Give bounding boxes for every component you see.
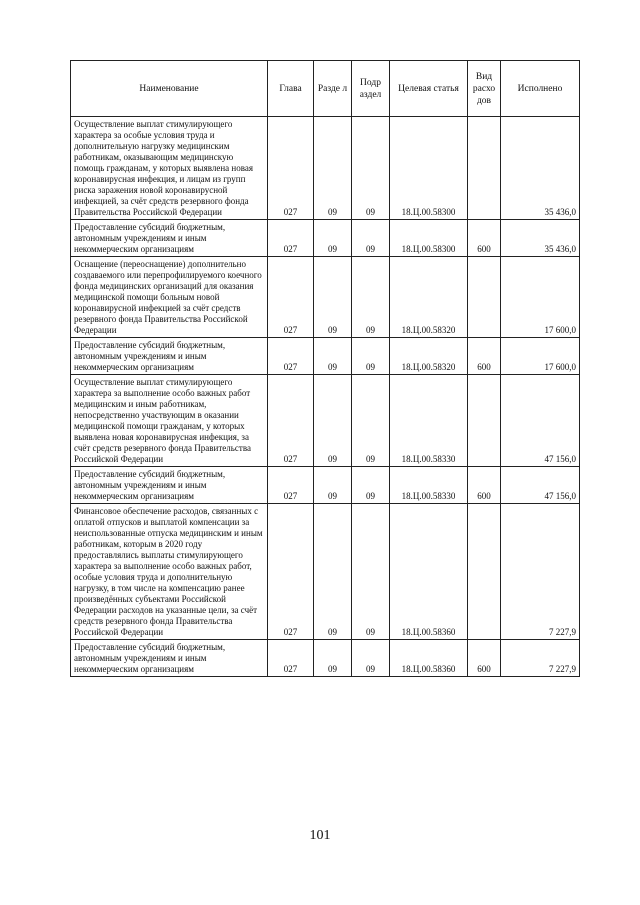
header-razdel: Разде л: [314, 61, 352, 117]
row-razdel: 09: [314, 504, 352, 640]
page-number: 101: [309, 828, 331, 843]
table-row: [71, 467, 580, 504]
row-podrazdel: 09: [352, 220, 390, 257]
row-target: 18.Ц.00.58360: [390, 640, 468, 677]
row-razdel: 09: [314, 640, 352, 677]
row-target: 18.Ц.00.58320: [390, 257, 468, 338]
table-row: [71, 257, 580, 338]
row-podrazdel: 09: [352, 338, 390, 375]
row-vid: [468, 504, 501, 640]
row-name: Предоставление субсидий бюджетным, автономным учреждениям и иным некоммерческим организациям: [71, 338, 268, 375]
row-target: 18.Ц.00.58330: [390, 467, 468, 504]
row-amount: 47 156,0: [501, 375, 580, 467]
row-target: 18.Ц.00.58320: [390, 338, 468, 375]
row-razdel: 09: [314, 375, 352, 467]
row-amount: 17 600,0: [501, 338, 580, 375]
row-vid: [468, 375, 501, 467]
header-name: Наименование: [71, 61, 268, 117]
row-name: Осуществление выплат стимулирующего характера за особые условия труда и дополнительную нагрузку медицинским работникам, оказывающим медицинскую помощь гражданам, у которых выявлена новая коронавирусная инфекция, и лицам из групп риска заражения новой коронавирусной инфекцией, за счёт средств резервного фонда Правительства Российской Федерации: [71, 117, 268, 220]
row-razdel: 09: [314, 338, 352, 375]
row-amount: 7 227,9: [501, 640, 580, 677]
row-glava: 027: [268, 504, 314, 640]
row-amount: 35 436,0: [501, 220, 580, 257]
table-row: [71, 504, 580, 640]
row-vid: 600: [468, 640, 501, 677]
row-podrazdel: 09: [352, 640, 390, 677]
row-amount: 7 227,9: [501, 504, 580, 640]
header-podrazdel: Подр аздел: [352, 61, 390, 117]
row-glava: 027: [268, 117, 314, 220]
row-podrazdel: 09: [352, 257, 390, 338]
row-razdel: 09: [314, 117, 352, 220]
row-podrazdel: 09: [352, 467, 390, 504]
header-target: Целевая статья: [390, 61, 468, 117]
row-target: 18.Ц.00.58300: [390, 117, 468, 220]
table-row: [71, 117, 580, 220]
table-row: [71, 640, 580, 677]
row-podrazdel: 09: [352, 117, 390, 220]
row-podrazdel: 09: [352, 375, 390, 467]
row-glava: 027: [268, 257, 314, 338]
row-target: 18.Ц.00.58330: [390, 375, 468, 467]
row-amount: 17 600,0: [501, 257, 580, 338]
table-row: [71, 375, 580, 467]
row-name: Предоставление субсидий бюджетным, автономным учреждениям и иным некоммерческим организациям: [71, 467, 268, 504]
row-name: Предоставление субсидий бюджетным, автономным учреждениям и иным некоммерческим организациям: [71, 640, 268, 677]
row-amount: 35 436,0: [501, 117, 580, 220]
budget-table: [70, 60, 580, 677]
row-name: Оснащение (переоснащение) дополнительно создаваемого или перепрофилируемого коечного фонда медицинских организаций для оказания медицинской помощи больным новой коронавирусной инфекцией за счёт средств резервного фонда Правительства Российской Федерации: [71, 257, 268, 338]
row-target: 18.Ц.00.58300: [390, 220, 468, 257]
row-glava: 027: [268, 220, 314, 257]
row-razdel: 09: [314, 467, 352, 504]
header-row: [71, 61, 580, 117]
row-name: Предоставление субсидий бюджетным, автономным учреждениям и иным некоммерческим организациям: [71, 220, 268, 257]
row-glava: 027: [268, 640, 314, 677]
row-glava: 027: [268, 375, 314, 467]
header-executed: Исполнено: [501, 61, 580, 117]
header-vid: Вид расхо дов: [468, 61, 501, 117]
table-row: [71, 220, 580, 257]
header-glava: Глава: [268, 61, 314, 117]
row-vid: [468, 257, 501, 338]
row-vid: 600: [468, 338, 501, 375]
row-name: Осуществление выплат стимулирующего характера за выполнение особо важных работ медицинским и иным работникам, непосредственно участвующим в оказании медицинской помощи гражданам, у которых выявлена новая коронавирусная инфекция, за счёт средств резервного фонда Правительства Российской Федерации: [71, 375, 268, 467]
row-razdel: 09: [314, 220, 352, 257]
row-podrazdel: 09: [352, 504, 390, 640]
row-razdel: 09: [314, 257, 352, 338]
row-vid: 600: [468, 467, 501, 504]
row-name: Финансовое обеспечение расходов, связанных с оплатой отпусков и выплатой компенсации за неиспользованные отпуска медицинским и иным работникам, которым в 2020 году предоставлялись выплаты стимулирующего характера за выполнение особо важных работ, особые условия труда и дополнительную нагрузку, в том числе на компенсацию ранее произведённых субъектами Российской Федерации расходов на указанные цели, за счёт средств резервного фонда Правительства Российской Федерации: [71, 504, 268, 640]
row-glava: 027: [268, 467, 314, 504]
row-vid: 600: [468, 220, 501, 257]
row-glava: 027: [268, 338, 314, 375]
row-amount: 47 156,0: [501, 467, 580, 504]
table-row: [71, 338, 580, 375]
row-vid: [468, 117, 501, 220]
row-target: 18.Ц.00.58360: [390, 504, 468, 640]
